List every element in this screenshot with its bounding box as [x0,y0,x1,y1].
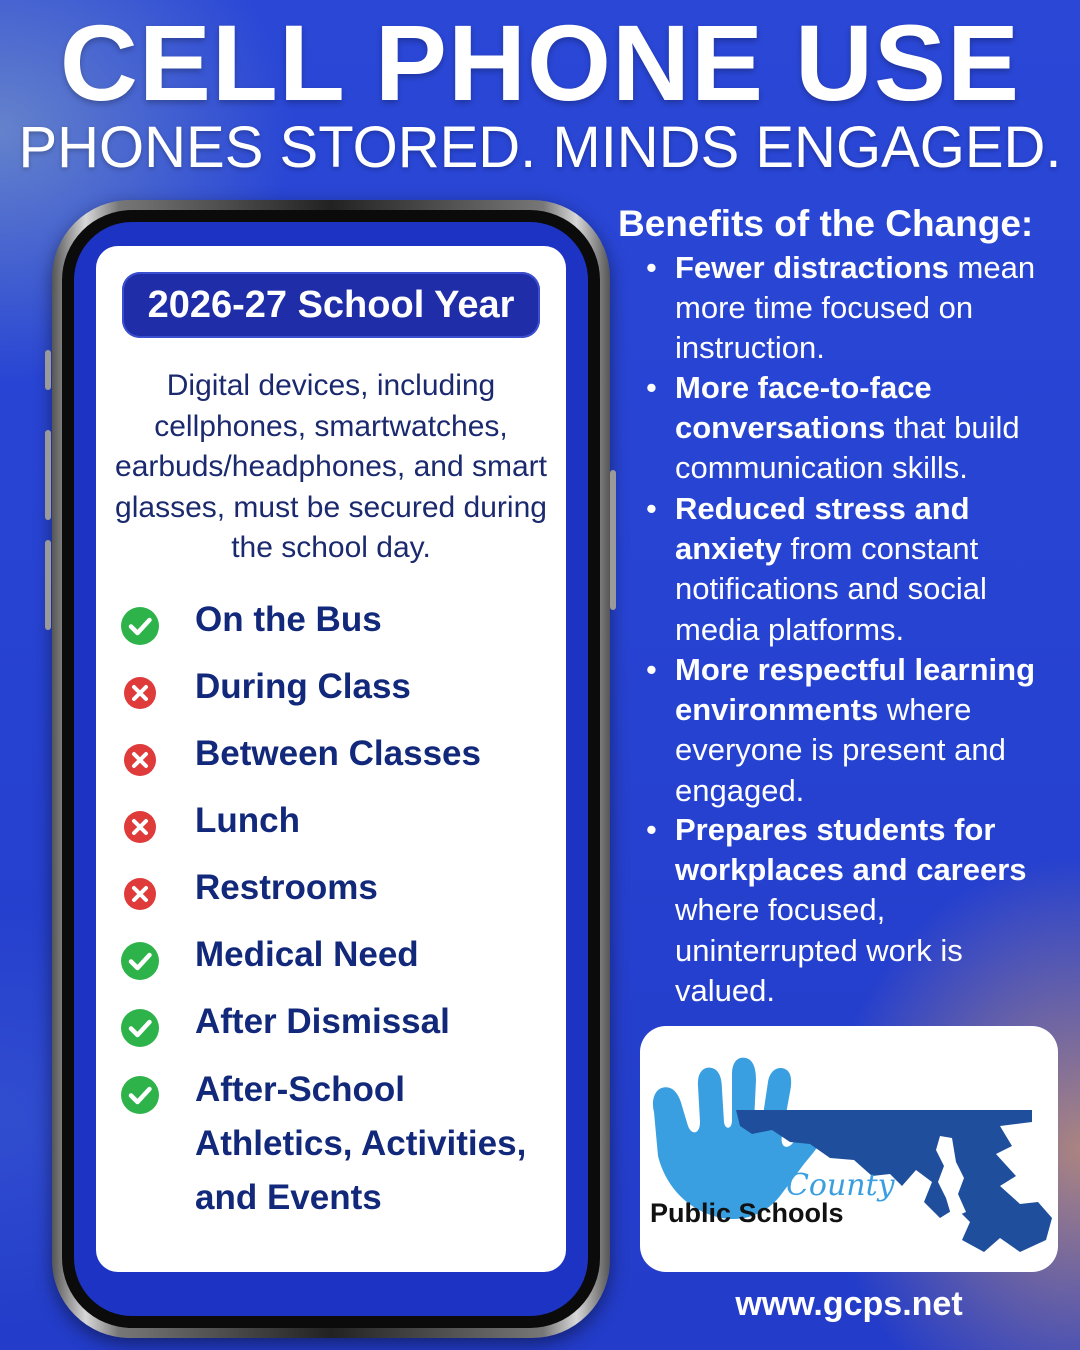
page-title: CELL PHONE USE [59,2,1021,123]
bullet-icon: • [646,370,657,405]
benefit-bold: Reduced stress and anxiety [675,491,970,567]
logo-script-text: arrett County [688,1168,895,1203]
bullet-icon: • [646,812,657,847]
rule-label: Medical Need [195,935,419,974]
check-circle-icon [120,1008,160,1048]
page-subtitle: PHONES STORED. MINDS ENGAGED. [18,115,1062,180]
x-circle-icon [120,673,160,713]
benefit-text: that build communication skills. [675,410,1020,486]
rule-label: Between Classes [195,734,481,773]
phone-side-button [45,430,51,520]
check-circle-icon [120,606,160,646]
phone-side-button [45,350,51,390]
rule-item-between-classes [118,728,568,788]
rule-label: After-School Athletics, Activities, and Events [195,1070,527,1217]
benefit-bold: More face-to-face conversations [675,370,932,446]
rule-item-lunch [118,795,568,855]
maryland-map-icon [640,1026,1058,1272]
rule-label: After Dismissal [195,1002,450,1041]
x-circle-icon [120,740,160,780]
x-circle-icon [120,807,160,847]
rule-label: On the Bus [195,600,382,639]
benefit-text: mean more time focused on instruction. [675,250,1036,366]
benefit-text: where everyone is present and engaged. [675,692,1006,808]
rule-label: Lunch [195,801,300,840]
phone-side-button [45,540,51,630]
bullet-icon: • [646,652,657,687]
rule-label: Restrooms [195,868,378,907]
rule-item-medical-need [118,929,568,989]
check-circle-icon [120,941,160,981]
benefit-bold: Fewer distractions [675,250,949,285]
website-link[interactable]: www.gcps.net [735,1285,963,1323]
benefit-text: from constant notifications and social media platforms. [675,531,987,647]
benefit-bold: Prepares students for workplaces and careers [675,812,1027,888]
rule-item-after-dismissal [118,996,568,1056]
rule-item-restrooms [118,862,568,922]
phone-side-button [610,470,616,610]
check-circle-icon [120,1075,160,1115]
rule-label: During Class [195,667,411,706]
rule-item-after-school-activities [118,1063,568,1233]
school-year-badge: 2026-27 School Year [122,272,540,338]
district-logo [640,1026,1058,1272]
benefit-bold: More respectful learning environments [675,652,1036,728]
benefits-heading: Benefits of the Change: [618,203,1034,244]
rule-item-during-class [118,661,568,721]
bullet-icon: • [646,250,657,285]
benefit-text: where focused, uninterrupted work is valued. [675,892,963,1008]
rule-item-on-the-bus [118,594,568,654]
logo-name-text: Public Schools [650,1198,844,1228]
bullet-icon: • [646,491,657,526]
device-policy-text: Digital devices, including cellphones, smartwatches, earbuds/headphones, and smart glasses, must be secured during the school day. [115,369,547,564]
x-circle-icon [120,874,160,914]
